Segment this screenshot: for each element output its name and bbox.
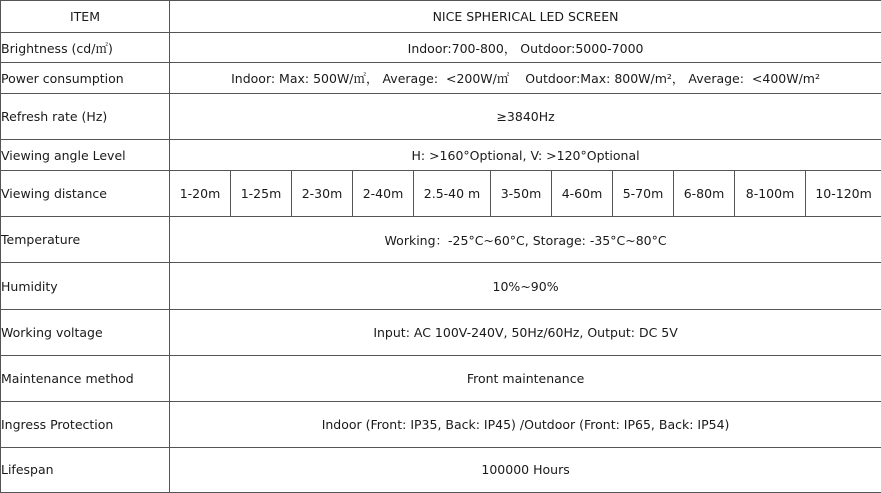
header-item-cell: ITEM — [1, 1, 170, 33]
row-label: Refresh rate (Hz) — [1, 94, 170, 140]
row-value: Front maintenance — [170, 355, 881, 401]
row-label: Viewing distance — [1, 171, 170, 217]
row-label: Working voltage — [1, 309, 170, 355]
table-row-lifespan — [1, 447, 881, 492]
row-label: Ingress Protection — [1, 401, 170, 447]
table-row-maintenance — [1, 355, 881, 401]
row-value: 100000 Hours — [170, 447, 881, 492]
viewing-distance-cell: 1-20m — [170, 171, 231, 217]
row-label: Humidity — [1, 263, 170, 309]
viewing-distance-cell: 6-80m — [674, 171, 735, 217]
row-value: Working：-25°C~60°C, Storage: -35°C~80°C — [170, 217, 881, 263]
row-label: Brightness (cd/㎡) — [1, 33, 170, 63]
row-label: Power consumption — [1, 63, 170, 94]
table-row-voltage — [1, 309, 881, 355]
row-value: Indoor: Max: 500W/㎡， Average: <200W/㎡ Outdoor:Max: 800W/m²， Average: <400W/m² — [170, 63, 881, 94]
table-row-power — [1, 63, 881, 94]
row-label: Temperature — [1, 217, 170, 263]
row-value: ≥3840Hz — [170, 94, 881, 140]
viewing-distance-cell: 8-100m — [735, 171, 806, 217]
table-row-viewing-angle — [1, 140, 881, 171]
viewing-distance-cell: 10-120m — [806, 171, 881, 217]
table-title: NICE SPHERICAL LED SCREEN — [170, 1, 881, 33]
row-label: Maintenance method — [1, 355, 170, 401]
row-value: Indoor (Front: IP35, Back: IP45) /Outdoor (Front: IP65, Back: IP54) — [170, 401, 881, 447]
row-value: H: >160°Optional, V: >120°Optional — [170, 140, 881, 171]
header-row — [1, 1, 881, 33]
row-label: Lifespan — [1, 447, 170, 492]
viewing-distance-cell: 1-25m — [231, 171, 292, 217]
table-row-refresh — [1, 94, 881, 140]
row-value: Input: AC 100V-240V, 50Hz/60Hz, Output: DC 5V — [170, 309, 881, 355]
viewing-distance-cell: 3-50m — [491, 171, 552, 217]
viewing-distance-cell: 2.5-40 m — [414, 171, 491, 217]
viewing-distance-cell: 2-30m — [292, 171, 353, 217]
table-row-viewing-distance — [1, 171, 881, 217]
row-label: Viewing angle Level — [1, 140, 170, 171]
viewing-distance-cell: 2-40m — [353, 171, 414, 217]
viewing-distance-cell: 5-70m — [613, 171, 674, 217]
row-value: 10%~90% — [170, 263, 881, 309]
table-row-ingress — [1, 401, 881, 447]
table-row-brightness — [1, 33, 881, 63]
table-row-temperature — [1, 217, 881, 263]
viewing-distance-cell: 4-60m — [552, 171, 613, 217]
table-row-humidity — [1, 263, 881, 309]
row-value: Indoor:700-800， Outdoor:5000-7000 — [170, 33, 881, 63]
